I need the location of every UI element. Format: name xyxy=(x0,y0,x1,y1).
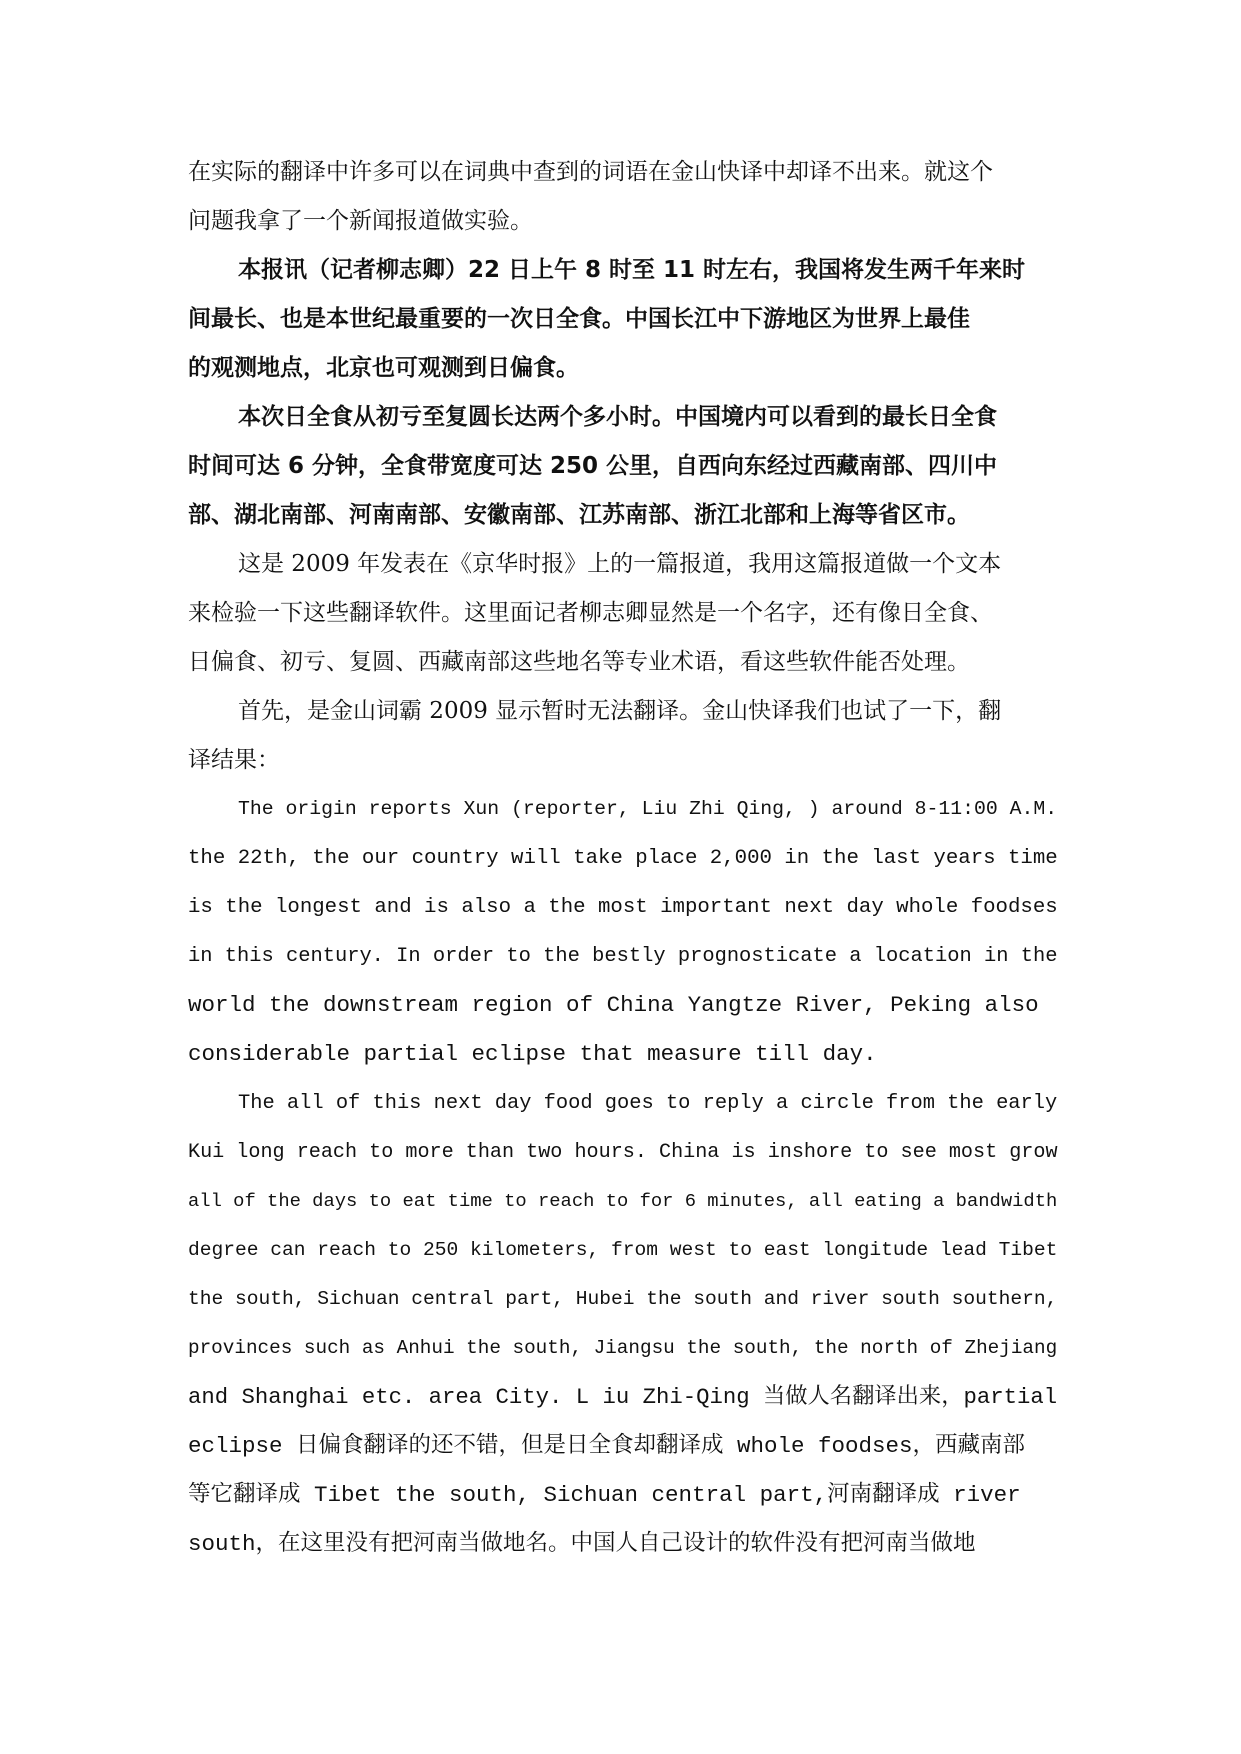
text-line: south，在这里没有把河南当做地名。中国人自己设计的软件没有把河南当做地 xyxy=(188,1531,976,1557)
text-line: 日偏食、初亏、复圆、西藏南部这些地名等专业术语，看这些软件能否处理。 xyxy=(188,649,970,675)
text-line: considerable partial eclipse that measure till day. xyxy=(188,1041,877,1067)
paragraph-6 xyxy=(188,785,1058,1079)
text-line: the 22th, the our country will take place 2,000 in the last years time xyxy=(188,847,1058,870)
text-line: Kui long reach to more than two hours. China is inshore to see most grow xyxy=(188,1141,1058,1164)
paragraph-4 xyxy=(188,540,1058,687)
text-line: world the downstream region of China Yangtze River, Peking also xyxy=(188,992,1039,1018)
text-line: is the longest and is also a the most important next day whole foodses xyxy=(188,896,1058,919)
text-line: the south, Sichuan central part, Hubei the south and river south southern, xyxy=(188,1288,1058,1310)
text-line: in this century. In order to the bestly prognosticate a location in the xyxy=(188,945,1058,968)
paragraph-2 xyxy=(188,246,1058,393)
text-line: 问题我拿了一个新闻报道做实验。 xyxy=(188,208,533,234)
paragraph-3 xyxy=(188,393,1058,540)
text-line: 来检验一下这些翻译软件。这里面记者柳志卿显然是一个名字，还有像日全食、 xyxy=(188,600,993,626)
text-line: 本次日全食从初亏至复圆长达两个多小时。中国境内可以看到的最长日全食 xyxy=(238,404,997,430)
text-line: 本报讯（记者柳志卿）22 日上午 8 时至 11 时左右，我国将发生两千年来时 xyxy=(238,257,1026,283)
text-line: and Shanghai etc. area City. L iu Zhi-Qing 当做人名翻译出来，partial xyxy=(188,1384,1058,1410)
paragraph-5 xyxy=(188,687,1058,785)
text-line: degree can reach to 250 kilometers, from west to east longitude lead Tibet xyxy=(188,1239,1058,1261)
text-line: 间最长、也是本世纪最重要的一次日全食。中国长江中下游地区为世界上最佳 xyxy=(188,306,970,332)
text-line: The all of this next day food goes to reply a circle from the early xyxy=(238,1092,1058,1115)
text-line: 这是 2009 年发表在《京华时报》上的一篇报道，我用这篇报道做一个文本 xyxy=(238,551,1002,577)
text-line: 等它翻译成 Tibet the south, Sichuan central part,河南翻译成 river xyxy=(188,1482,1021,1508)
paragraph-7 xyxy=(188,1079,1058,1569)
text-line: The origin reports Xun (reporter, Liu Zhi Qing, ) around 8-11:00 A.M. xyxy=(238,798,1058,820)
text-line: 在实际的翻译中许多可以在词典中查到的词语在金山快译中却译不出来。就这个 xyxy=(188,159,993,185)
text-line: 首先，是金山词霸 2009 显示暂时无法翻译。金山快译我们也试了一下，翻 xyxy=(238,698,1002,724)
text-line: provinces such as Anhui the south, Jiangsu the south, the north of Zhejiang xyxy=(188,1337,1058,1359)
text-line: 译结果： xyxy=(188,747,280,773)
text-line: eclipse 日偏食翻译的还不错，但是日全食却翻译成 whole foodses，西藏南部 xyxy=(188,1433,1026,1459)
text-line: all of the days to eat time to reach to for 6 minutes, all eating a bandwidth xyxy=(188,1190,1058,1212)
text-line: 时间可达 6 分钟，全食带宽度可达 250 公里，自西向东经过西藏南部、四川中 xyxy=(188,453,998,479)
text-line: 部、湖北南部、河南南部、安徽南部、江苏南部、浙江北部和上海等省区市。 xyxy=(188,502,970,528)
paragraph-1 xyxy=(188,148,1058,246)
text-line: 的观测地点，北京也可观测到日偏食。 xyxy=(188,355,579,381)
document-page xyxy=(188,148,1058,1569)
